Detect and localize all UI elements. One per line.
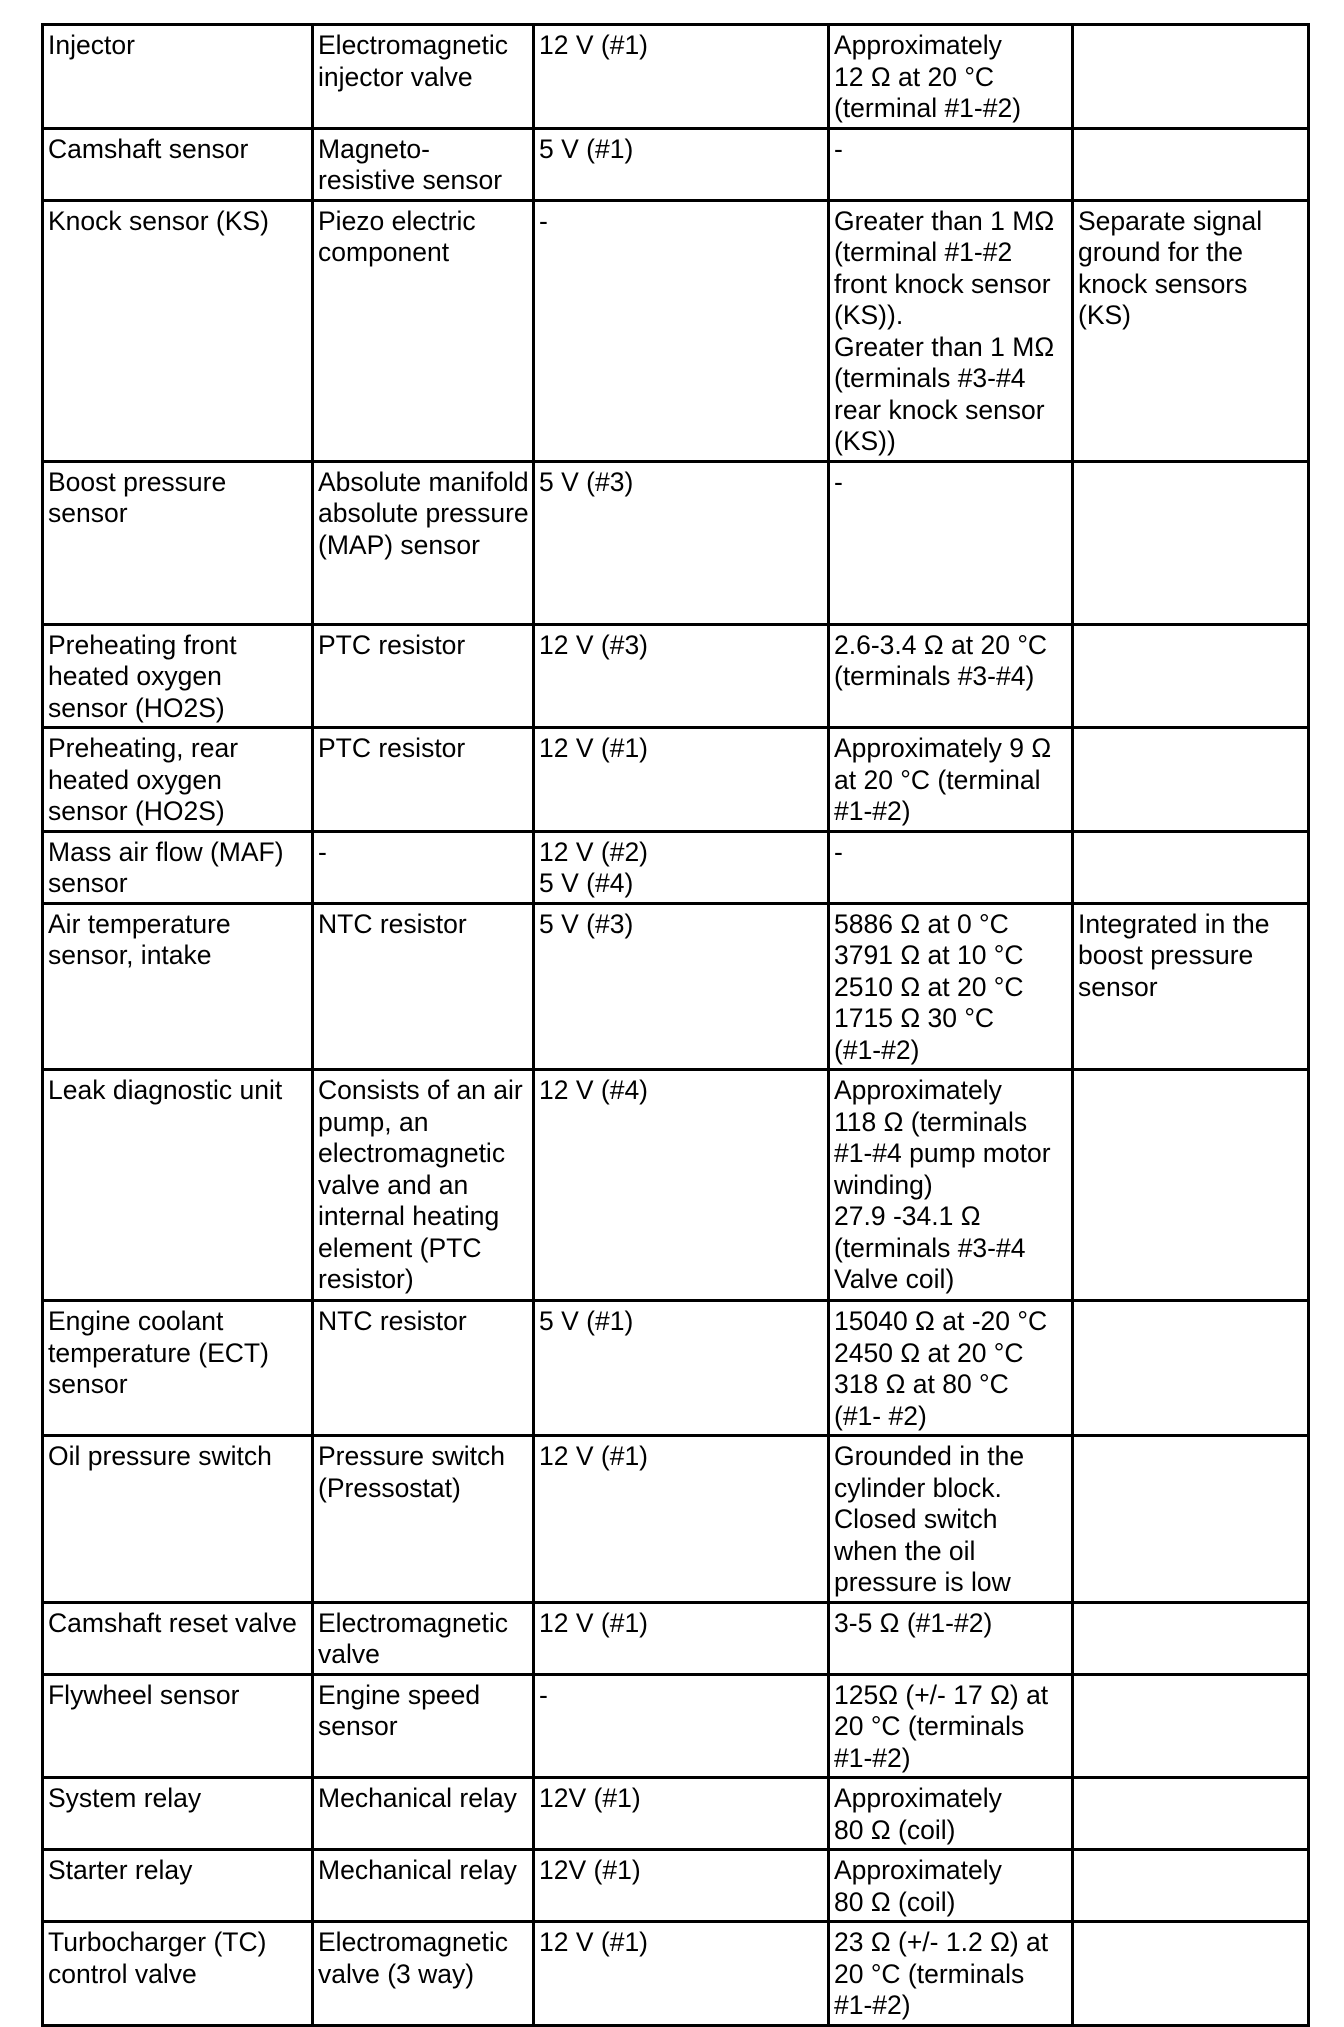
resistance-cell: 15040 Ω at -20 °C 2450 Ω at 20 °C 318 Ω at 80 °C (#1- #2) — [829, 1301, 1073, 1436]
table-row — [43, 903, 1309, 1070]
notes-cell — [1073, 1301, 1309, 1436]
table-row — [43, 1436, 1309, 1603]
resistance-cell: - — [829, 461, 1073, 624]
component-cell: Mass air flow (MAF) sensor — [43, 831, 313, 903]
supply-voltage-cell: 5 V (#3) — [534, 461, 829, 624]
component-cell: Boost pressure sensor — [43, 461, 313, 624]
table-row — [43, 1850, 1309, 1922]
resistance-cell: Approximately 12 Ω at 20 °C (terminal #1-#2) — [829, 25, 1073, 129]
type-cell: Piezo electric component — [313, 200, 534, 461]
notes-cell — [1073, 461, 1309, 624]
notes-cell — [1073, 1602, 1309, 1674]
notes-cell — [1073, 1778, 1309, 1850]
table-row — [43, 728, 1309, 832]
table-row — [43, 1674, 1309, 1778]
notes-cell — [1073, 1436, 1309, 1603]
supply-voltage-cell: 12 V (#3) — [534, 624, 829, 728]
notes-cell: Integrated in the boost pressure sensor — [1073, 903, 1309, 1070]
table-row — [43, 1301, 1309, 1436]
resistance-cell: 3-5 Ω (#1-#2) — [829, 1602, 1073, 1674]
table-row — [43, 461, 1309, 624]
component-cell: Camshaft reset valve — [43, 1602, 313, 1674]
table-row — [43, 1922, 1309, 2026]
supply-voltage-cell: 12V (#1) — [534, 1778, 829, 1850]
component-cell: Knock sensor (KS) — [43, 200, 313, 461]
resistance-cell: - — [829, 831, 1073, 903]
supply-voltage-cell: 12 V (#1) — [534, 728, 829, 832]
notes-cell — [1073, 1674, 1309, 1778]
supply-voltage-cell: 12 V (#1) — [534, 1602, 829, 1674]
component-cell: Injector — [43, 25, 313, 129]
notes-cell — [1073, 624, 1309, 728]
supply-voltage-cell: - — [534, 1674, 829, 1778]
resistance-cell: Greater than 1 MΩ (terminal #1-#2 front knock sensor (KS)). Greater than 1 MΩ (terminals #3-#4 rear knock sensor (KS)) — [829, 200, 1073, 461]
type-cell: Pressure switch (Pressostat) — [313, 1436, 534, 1603]
type-cell: Consists of an air pump, an electromagnetic valve and an internal heating element (PTC resistor) — [313, 1070, 534, 1301]
component-cell: Engine coolant temperature (ECT) sensor — [43, 1301, 313, 1436]
type-cell: PTC resistor — [313, 728, 534, 832]
notes-cell — [1073, 1070, 1309, 1301]
notes-cell — [1073, 1850, 1309, 1922]
component-cell: System relay — [43, 1778, 313, 1850]
component-cell: Leak diagnostic unit — [43, 1070, 313, 1301]
supply-voltage-cell: 5 V (#1) — [534, 128, 829, 200]
component-cell: Starter relay — [43, 1850, 313, 1922]
table-row — [43, 25, 1309, 129]
resistance-cell: Approximately 118 Ω (terminals #1-#4 pump motor winding) 27.9 -34.1 Ω (terminals #3-#4 Valve coil) — [829, 1070, 1073, 1301]
type-cell: Electromagnetic valve (3 way) — [313, 1922, 534, 2026]
resistance-cell: Approximately 9 Ω at 20 °C (terminal #1-#2) — [829, 728, 1073, 832]
component-cell: Camshaft sensor — [43, 128, 313, 200]
table-row — [43, 1070, 1309, 1301]
table-row — [43, 831, 1309, 903]
supply-voltage-cell: 12 V (#1) — [534, 1436, 829, 1603]
type-cell: NTC resistor — [313, 1301, 534, 1436]
type-cell: Mechanical relay — [313, 1778, 534, 1850]
type-cell: Magneto- resistive sensor — [313, 128, 534, 200]
notes-cell — [1073, 1922, 1309, 2026]
supply-voltage-cell: 5 V (#3) — [534, 903, 829, 1070]
component-cell: Oil pressure switch — [43, 1436, 313, 1603]
type-cell: PTC resistor — [313, 624, 534, 728]
resistance-cell: 2.6-3.4 Ω at 20 °C (terminals #3-#4) — [829, 624, 1073, 728]
resistance-cell: Approximately 80 Ω (coil) — [829, 1778, 1073, 1850]
notes-cell: Separate signal ground for the knock sensors (KS) — [1073, 200, 1309, 461]
supply-voltage-cell: 5 V (#1) — [534, 1301, 829, 1436]
supply-voltage-cell: 12 V (#1) — [534, 25, 829, 129]
notes-cell — [1073, 128, 1309, 200]
component-cell: Air temperature sensor, intake — [43, 903, 313, 1070]
supply-voltage-cell: 12V (#1) — [534, 1850, 829, 1922]
component-cell: Preheating front heated oxygen sensor (HO2S) — [43, 624, 313, 728]
table-row — [43, 128, 1309, 200]
resistance-cell: Approximately 80 Ω (coil) — [829, 1850, 1073, 1922]
notes-cell — [1073, 728, 1309, 832]
resistance-cell: - — [829, 128, 1073, 200]
component-spec-table — [41, 23, 1310, 2027]
supply-voltage-cell: 12 V (#1) — [534, 1922, 829, 2026]
resistance-cell: 125Ω (+/- 17 Ω) at 20 °C (terminals #1-#2) — [829, 1674, 1073, 1778]
table-row — [43, 1778, 1309, 1850]
type-cell: NTC resistor — [313, 903, 534, 1070]
supply-voltage-cell: 12 V (#4) — [534, 1070, 829, 1301]
resistance-cell: Grounded in the cylinder block. Closed switch when the oil pressure is low — [829, 1436, 1073, 1603]
type-cell: Engine speed sensor — [313, 1674, 534, 1778]
component-cell: Flywheel sensor — [43, 1674, 313, 1778]
resistance-cell: 23 Ω (+/- 1.2 Ω) at 20 °C (terminals #1-#2) — [829, 1922, 1073, 2026]
component-cell: Turbocharger (TC) control valve — [43, 1922, 313, 2026]
type-cell: - — [313, 831, 534, 903]
table-row — [43, 624, 1309, 728]
supply-voltage-cell: 12 V (#2) 5 V (#4) — [534, 831, 829, 903]
component-cell: Preheating, rear heated oxygen sensor (HO2S) — [43, 728, 313, 832]
type-cell: Electromagnetic valve — [313, 1602, 534, 1674]
table-row — [43, 200, 1309, 461]
type-cell: Mechanical relay — [313, 1850, 534, 1922]
supply-voltage-cell: - — [534, 200, 829, 461]
table-row — [43, 1602, 1309, 1674]
notes-cell — [1073, 831, 1309, 903]
type-cell: Absolute manifold absolute pressure (MAP) sensor — [313, 461, 534, 624]
notes-cell — [1073, 25, 1309, 129]
type-cell: Electromagnetic injector valve — [313, 25, 534, 129]
resistance-cell: 5886 Ω at 0 °C 3791 Ω at 10 °C 2510 Ω at 20 °C 1715 Ω 30 °C (#1-#2) — [829, 903, 1073, 1070]
